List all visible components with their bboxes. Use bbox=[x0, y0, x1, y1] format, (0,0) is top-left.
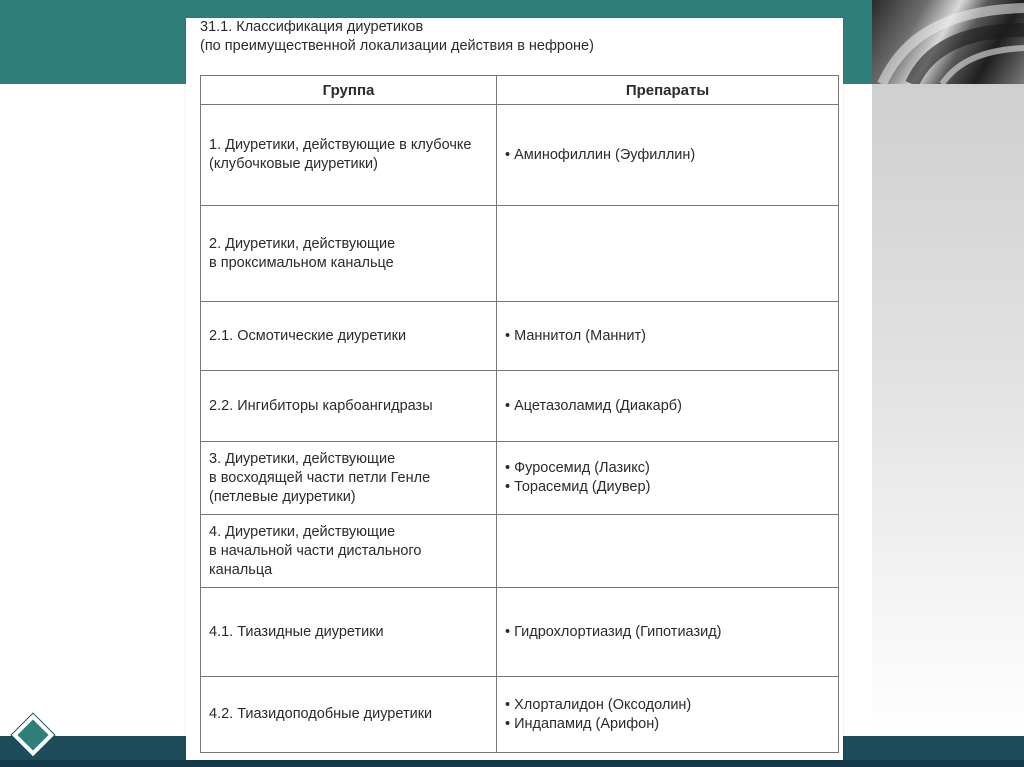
drug-item: • Аминофиллин (Эуфиллин) bbox=[505, 146, 830, 165]
drug-item: • Ацетазоламид (Диакарб) bbox=[505, 397, 830, 416]
group-cell bbox=[201, 588, 497, 677]
drugs-cell bbox=[497, 105, 839, 206]
table-caption bbox=[200, 18, 830, 56]
drug-item: • Фуросемид (Лазикс) bbox=[505, 459, 830, 478]
table-row bbox=[201, 371, 839, 442]
drug-item: • Торасемид (Диувер) bbox=[505, 478, 830, 497]
caption-line-2: (по преимущественной локализации действия в нефроне) bbox=[200, 38, 594, 54]
metal-pipe-image bbox=[872, 0, 1024, 84]
footer-line bbox=[0, 760, 1024, 767]
right-decor-panel bbox=[872, 84, 1024, 736]
group-line: 4.1. Тиазидные диуретики bbox=[209, 623, 384, 640]
drugs-cell bbox=[497, 677, 839, 753]
table-row bbox=[201, 588, 839, 677]
group-line: (петлевые диуретики) bbox=[209, 488, 356, 505]
drugs-cell bbox=[497, 371, 839, 442]
group-cell bbox=[201, 105, 497, 206]
group-line: 4. Диуретики, действующие bbox=[209, 523, 396, 540]
group-line: 3. Диуретики, действующие bbox=[209, 450, 396, 467]
diuretics-classification-table bbox=[200, 75, 839, 753]
group-line: 4.2. Тиазидоподобные диуретики bbox=[209, 706, 433, 722]
drug-item: • Хлорталидон (Оксодолин) bbox=[505, 696, 830, 715]
drugs-cell bbox=[497, 515, 839, 588]
group-cell bbox=[201, 302, 497, 371]
drugs-cell bbox=[497, 588, 839, 677]
header-group: Группа bbox=[201, 76, 497, 105]
group-line: в начальной части дистального bbox=[209, 542, 422, 559]
group-line: 2.2. Ингибиторы карбоангидразы bbox=[209, 397, 433, 414]
header-drugs: Препараты bbox=[497, 76, 839, 105]
drugs-cell bbox=[497, 302, 839, 371]
drug-item: • Гидрохлортиазид (Гипотиазид) bbox=[505, 623, 830, 642]
group-line: (клубочковые диуретики) bbox=[209, 156, 378, 172]
group-line: 2. Диуретики, действующие bbox=[209, 235, 396, 252]
group-line: в проксимальном канальце bbox=[209, 254, 394, 271]
group-line: канальца bbox=[209, 561, 273, 578]
drugs-cell bbox=[497, 206, 839, 302]
table-row bbox=[201, 677, 839, 753]
group-cell bbox=[201, 371, 497, 442]
table-header-row bbox=[201, 76, 839, 105]
group-cell bbox=[201, 206, 497, 302]
document-page bbox=[186, 18, 843, 760]
table-row bbox=[201, 515, 839, 588]
table-row bbox=[201, 442, 839, 515]
caption-line-1: 31.1. Классификация диуретиков bbox=[200, 19, 424, 35]
drug-item: • Индапамид (Арифон) bbox=[505, 715, 830, 734]
group-cell bbox=[201, 442, 497, 515]
table-row bbox=[201, 206, 839, 302]
table-row bbox=[201, 105, 839, 206]
group-line: 2.1. Осмотические диуретики bbox=[209, 327, 407, 344]
group-line: 1. Диуретики, действующие в клубочке bbox=[209, 137, 472, 153]
group-cell bbox=[201, 677, 497, 753]
drugs-cell bbox=[497, 442, 839, 515]
group-line: в восходящей части петли Генле bbox=[209, 469, 431, 486]
group-cell bbox=[201, 515, 497, 588]
drug-item: • Маннитол (Маннит) bbox=[505, 327, 830, 346]
table-row bbox=[201, 302, 839, 371]
